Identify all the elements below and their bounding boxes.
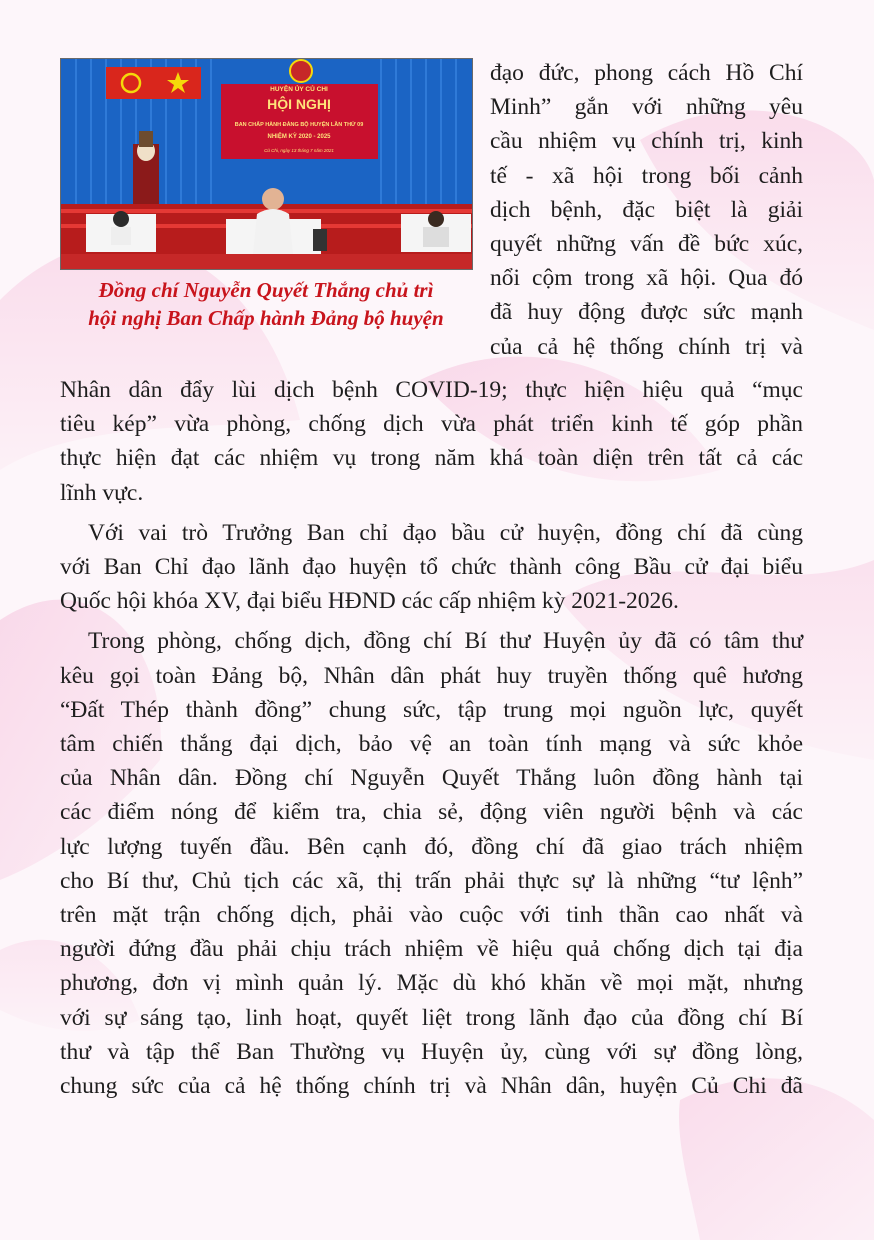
text-line: tiêu kép” vừa phòng, chống dịch vừa phát triển kinh tế góp phần <box>60 411 803 438</box>
banner-title: HỘI NGHỊ <box>267 96 331 112</box>
text-line: nổi cộm trong xã hội. Qua đó <box>490 265 803 292</box>
text-line: chung sức của cả hệ thống chính trị và Nhân dân, huyện Củ Chi đã <box>60 1073 803 1100</box>
text-line: Nhân dân đẩy lùi dịch bệnh COVID-19; thực hiện hiệu quả “mục <box>60 377 803 403</box>
text-line: với Ban Chỉ đạo lãnh đạo huyện tổ chức thành công Bầu cử đại biểu <box>60 554 803 581</box>
text-line: cho Bí thư, Chủ tịch các xã, thị trấn phải thực sự là những “tư lệnh” <box>60 867 803 894</box>
text-line: người đứng đầu phải chịu trách nhiệm về hiệu quả chống dịch tại địa <box>60 936 803 963</box>
banner-subtitle: BAN CHẤP HÀNH ĐẢNG BỘ HUYỆN LẦN THỨ 09 <box>234 122 364 128</box>
text-line: đạo đức, phong cách Hồ Chí <box>490 60 803 86</box>
wrap-text-column <box>490 56 803 364</box>
text-line: với sự sáng tạo, linh hoạt, quyết liệt trong lãnh đạo của đồng chí Bí <box>60 1004 803 1031</box>
text-line: “Đất Thép thành đồng” chung sức, tập trung mọi nguồn lực, quyết <box>60 696 803 723</box>
text-line: dịch bệnh, đặc biệt là giải <box>490 196 803 223</box>
caption-line: Đồng chí Nguyễn Quyết Thắng chủ trì <box>98 278 434 302</box>
text-line: Minh” gắn với những yêu <box>490 94 803 121</box>
text-line: Quốc hội khóa XV, đại biểu HĐND các cấp nhiệm kỳ 2021-2026. <box>60 588 679 615</box>
text-line: quyết những vấn đề bức xúc, <box>490 231 803 258</box>
conference-photo <box>60 58 473 270</box>
paragraph-3 <box>60 624 803 1103</box>
text-line: tế - xã hội trong bối cảnh <box>490 162 803 189</box>
text-line: của Nhân dân. Đồng chí Nguyễn Quyết Thắng luôn đồng hành tại <box>60 765 803 792</box>
main-text <box>60 373 803 1103</box>
text-line: thực hiện đạt các nhiệm vụ trong năm khá toàn diện trên tất cả các <box>60 445 803 472</box>
paragraph-1-continued <box>60 373 803 510</box>
text-line: lực lượng tuyến đầu. Bên cạnh đó, đồng chí đã giao trách nhiệm <box>60 833 803 860</box>
caption-line: hội nghị Ban Chấp hành Đảng bộ huyện <box>88 306 444 330</box>
banner-date: Củ Chi, ngày 13 tháng 7 năm 2021 <box>264 148 334 153</box>
text-line: lĩnh vực. <box>60 479 144 506</box>
banner-org: HUYỆN ỦY CỦ CHI <box>270 86 328 93</box>
text-line: cầu nhiệm vụ chính trị, kinh <box>490 128 803 155</box>
text-line: tâm chiến thắng đại dịch, bảo vệ an toàn tính mạng và sức khỏe <box>60 731 803 758</box>
text-line: thư và tập thể Ban Thường vụ Huyện ủy, cùng với sự đồng lòng, <box>60 1038 803 1065</box>
text-line: đã huy động được sức mạnh <box>490 299 803 326</box>
text-line: Trong phòng, chống dịch, đồng chí Bí thư Huyện ủy đã có tâm thư <box>88 628 803 655</box>
text-line: Với vai trò Trưởng Ban chỉ đạo bầu cử huyện, đồng chí đã cùng <box>88 519 803 546</box>
banner-term: NHIỆM KỲ 2020 - 2025 <box>267 134 331 140</box>
text-line: trên mặt trận chống dịch, phải vào cuộc với tinh thần cao nhất và <box>60 902 803 929</box>
photo-caption <box>60 276 472 332</box>
paragraph-2 <box>60 516 803 619</box>
text-line: các điểm nóng để kiểm tra, chia sẻ, động viên người bệnh và các <box>60 799 803 826</box>
text-line: của cả hệ thống chính trị và <box>490 333 803 360</box>
text-line: kêu gọi toàn Đảng bộ, Nhân dân phát huy truyền thống quê hương <box>60 662 803 689</box>
text-line: phương, đơn vị mình quản lý. Mặc dù khó khăn về mọi mặt, nhưng <box>60 970 803 997</box>
